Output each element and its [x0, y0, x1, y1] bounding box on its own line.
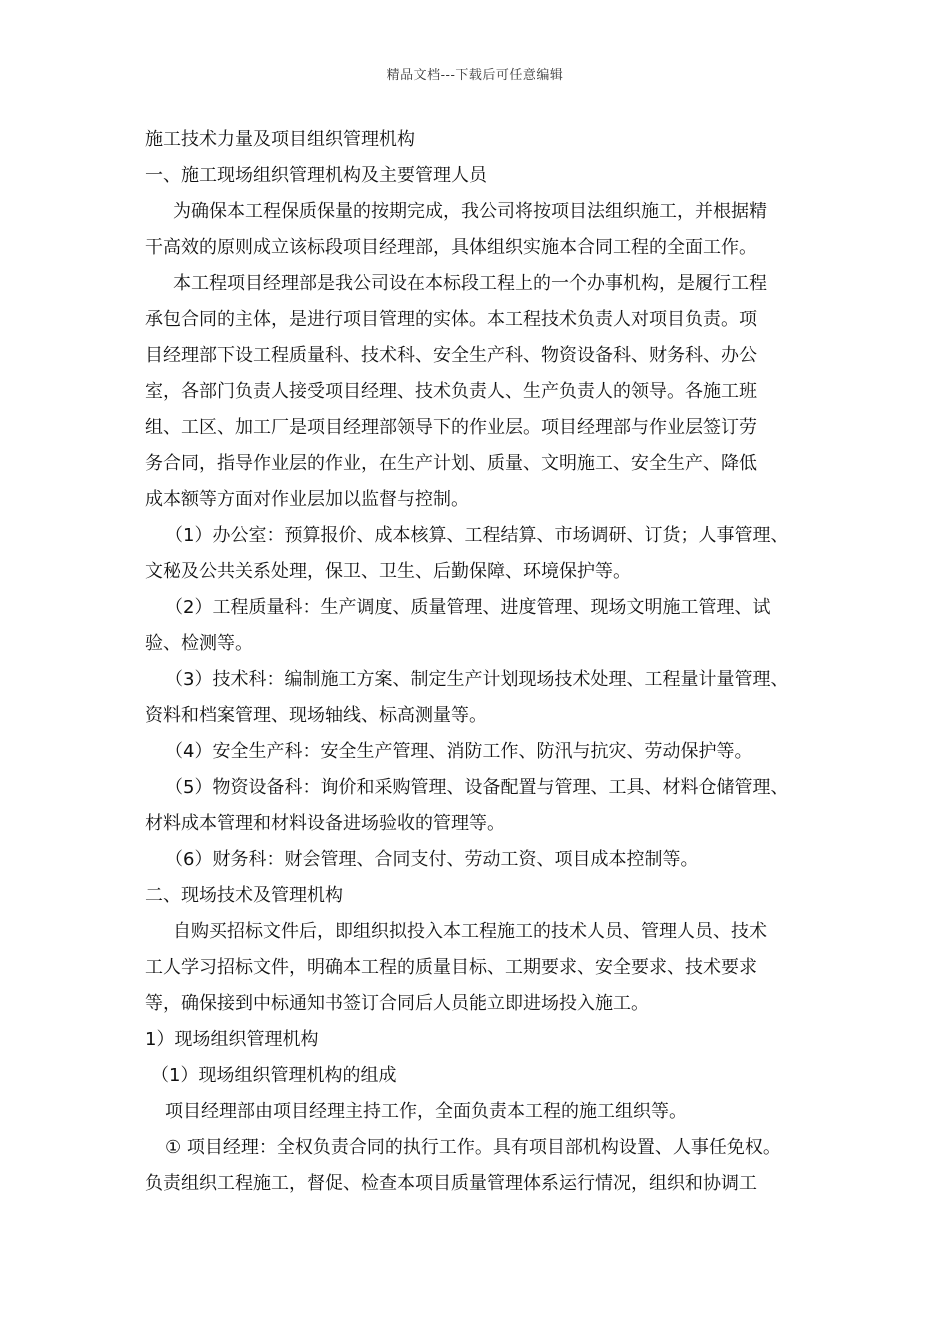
page-header: 精品文档---下载后可任意编辑: [386, 68, 564, 83]
text-line: 为确保本工程保质保量的按期完成，我公司将按项目法组织施工，并根据精: [173, 201, 767, 222]
text-line: （3）技术科：编制施工方案、制定生产计划现场技术处理、工程量计量管理、: [165, 669, 789, 690]
text-line: 项目经理部由项目经理主持工作，全面负责本工程的施工组织等。: [165, 1101, 687, 1122]
text-line: （5）物资设备科：询价和采购管理、设备配置与管理、工具、材料仓储管理、: [165, 777, 789, 798]
document-body: [145, 122, 825, 1202]
text-line: 自购买招标文件后，即组织拟投入本工程施工的技术人员、管理人员、技术: [173, 921, 767, 942]
text-line: 负责组织工程施工，督促、检查本项目质量管理体系运行情况，组织和协调工: [145, 1173, 757, 1194]
text-line: 工人学习招标文件，明确本工程的质量目标、工期要求、安全要求、技术要求: [145, 957, 757, 978]
text-line: （1）办公室：预算报价、成本核算、工程结算、市场调研、订货；人事管理、: [165, 525, 789, 546]
text-line: 目经理部下设工程质量科、技术科、安全生产科、物资设备科、财务科、办公: [145, 345, 757, 366]
text-line: 验、检测等。: [145, 633, 253, 654]
text-line: 一、施工现场组织管理机构及主要管理人员: [145, 165, 487, 186]
text-line: 材料成本管理和材料设备进场验收的管理等。: [145, 813, 505, 834]
text-line: 组、工区、加工厂是项目经理部领导下的作业层。项目经理部与作业层签订劳: [145, 417, 757, 438]
text-line: （2）工程质量科：生产调度、质量管理、进度管理、现场文明施工管理、试: [165, 597, 771, 618]
text-line: 资料和档案管理、现场轴线、标高测量等。: [145, 705, 487, 726]
text-line: 文秘及公共关系处理，保卫、卫生、后勤保障、环境保护等。: [145, 561, 631, 582]
text-line: 二、现场技术及管理机构: [145, 885, 343, 906]
text-line: 成本额等方面对作业层加以监督与控制。: [145, 489, 469, 510]
text-line: （6）财务科：财会管理、合同支付、劳动工资、项目成本控制等。: [165, 849, 699, 870]
text-line: 干高效的原则成立该标段项目经理部，具体组织实施本合同工程的全面工作。: [145, 237, 757, 258]
text-line: （1）现场组织管理机构的组成: [151, 1065, 397, 1086]
text-line: （4）安全生产科：安全生产管理、消防工作、防汛与抗灾、劳动保护等。: [165, 741, 753, 762]
text-line: 务合同，指导作业层的作业，在生产计划、质量、文明施工、安全生产、降低: [145, 453, 757, 474]
text-line: 等，确保接到中标通知书签订合同后人员能立即进场投入施工。: [145, 993, 649, 1014]
text-line: 室，各部门负责人接受项目经理、技术负责人、生产负责人的领导。各施工班: [145, 381, 757, 402]
text-line: 施工技术力量及项目组织管理机构: [145, 129, 415, 150]
text-line: 本工程项目经理部是我公司设在本标段工程上的一个办事机构，是履行工程: [173, 273, 767, 294]
text-line: ① 项目经理：全权负责合同的执行工作。具有项目部机构设置、人事任免权。: [165, 1137, 781, 1158]
text-line: 承包合同的主体，是进行项目管理的实体。本工程技术负责人对项目负责。项: [145, 309, 757, 330]
text-line: 1）现场组织管理机构: [145, 1029, 319, 1050]
